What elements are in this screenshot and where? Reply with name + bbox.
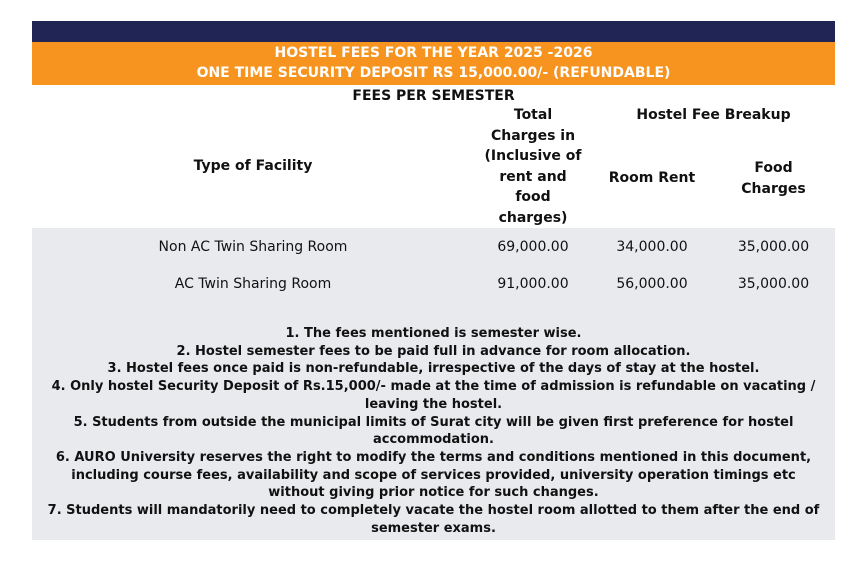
header-total-charges: Total Charges in (Inclusive of rent and food charges) bbox=[484, 107, 582, 226]
note-item: 7. Students will mandatorily need to completely vacate the hostel room allotted to them after the end of semester exams. bbox=[47, 503, 820, 536]
room-rent-cell: 34,000.00 bbox=[616, 238, 688, 255]
room-rent-cell: 56,000.00 bbox=[616, 275, 688, 292]
facility-cell: Non AC Twin Sharing Room bbox=[158, 238, 348, 255]
navy-banner bbox=[32, 21, 835, 42]
header-food-charges: Food Charges bbox=[741, 160, 806, 197]
header-room-rent: Room Rent bbox=[608, 170, 696, 187]
note-item: 4. Only hostel Security Deposit of Rs.15,000/- made at the time of admission is refundable on vacating / leaving the hostel. bbox=[51, 379, 816, 412]
table-row bbox=[32, 228, 835, 265]
section-subtitle: FEES PER SEMESTER bbox=[352, 88, 515, 104]
title-banner bbox=[32, 42, 835, 85]
note-item: 1. The fees mentioned is semester wise. bbox=[285, 326, 582, 341]
page-title: HOSTEL FEES FOR THE YEAR 2025 -2026 bbox=[274, 45, 593, 61]
food-cell: 35,000.00 bbox=[737, 275, 810, 292]
fees-table bbox=[32, 105, 835, 322]
note-item: 6. AURO University reserves the right to modify the terms and conditions mentioned in this document, including course fees, availability and scope of services provided, university operation timings etc without giving prior notice for such changes. bbox=[55, 449, 812, 501]
total-cell: 69,000.00 bbox=[497, 238, 569, 255]
total-cell: 91,000.00 bbox=[497, 275, 569, 292]
spacer-row bbox=[32, 302, 835, 322]
header-facility: Type of Facility bbox=[193, 158, 313, 175]
note-item: 2. Hostel semester fees to be paid full in advance for room allocation. bbox=[176, 343, 691, 359]
food-cell: 35,000.00 bbox=[737, 238, 810, 255]
facility-cell: AC Twin Sharing Room bbox=[174, 275, 332, 292]
note-item: 3. Hostel fees once paid is non-refundable, irrespective of the days of stay at the hostel. bbox=[107, 361, 760, 377]
table-row bbox=[32, 265, 835, 302]
notes-section bbox=[32, 320, 835, 540]
security-deposit-note: ONE TIME SECURITY DEPOSIT RS 15,000.00/- (REFUNDABLE) bbox=[196, 65, 671, 81]
note-item: 5. Students from outside the municipal limits of Surat city will be given first preference for hostel accommodation. bbox=[73, 414, 794, 448]
header-hostel-fee-breakup: Hostel Fee Breakup bbox=[636, 107, 791, 123]
